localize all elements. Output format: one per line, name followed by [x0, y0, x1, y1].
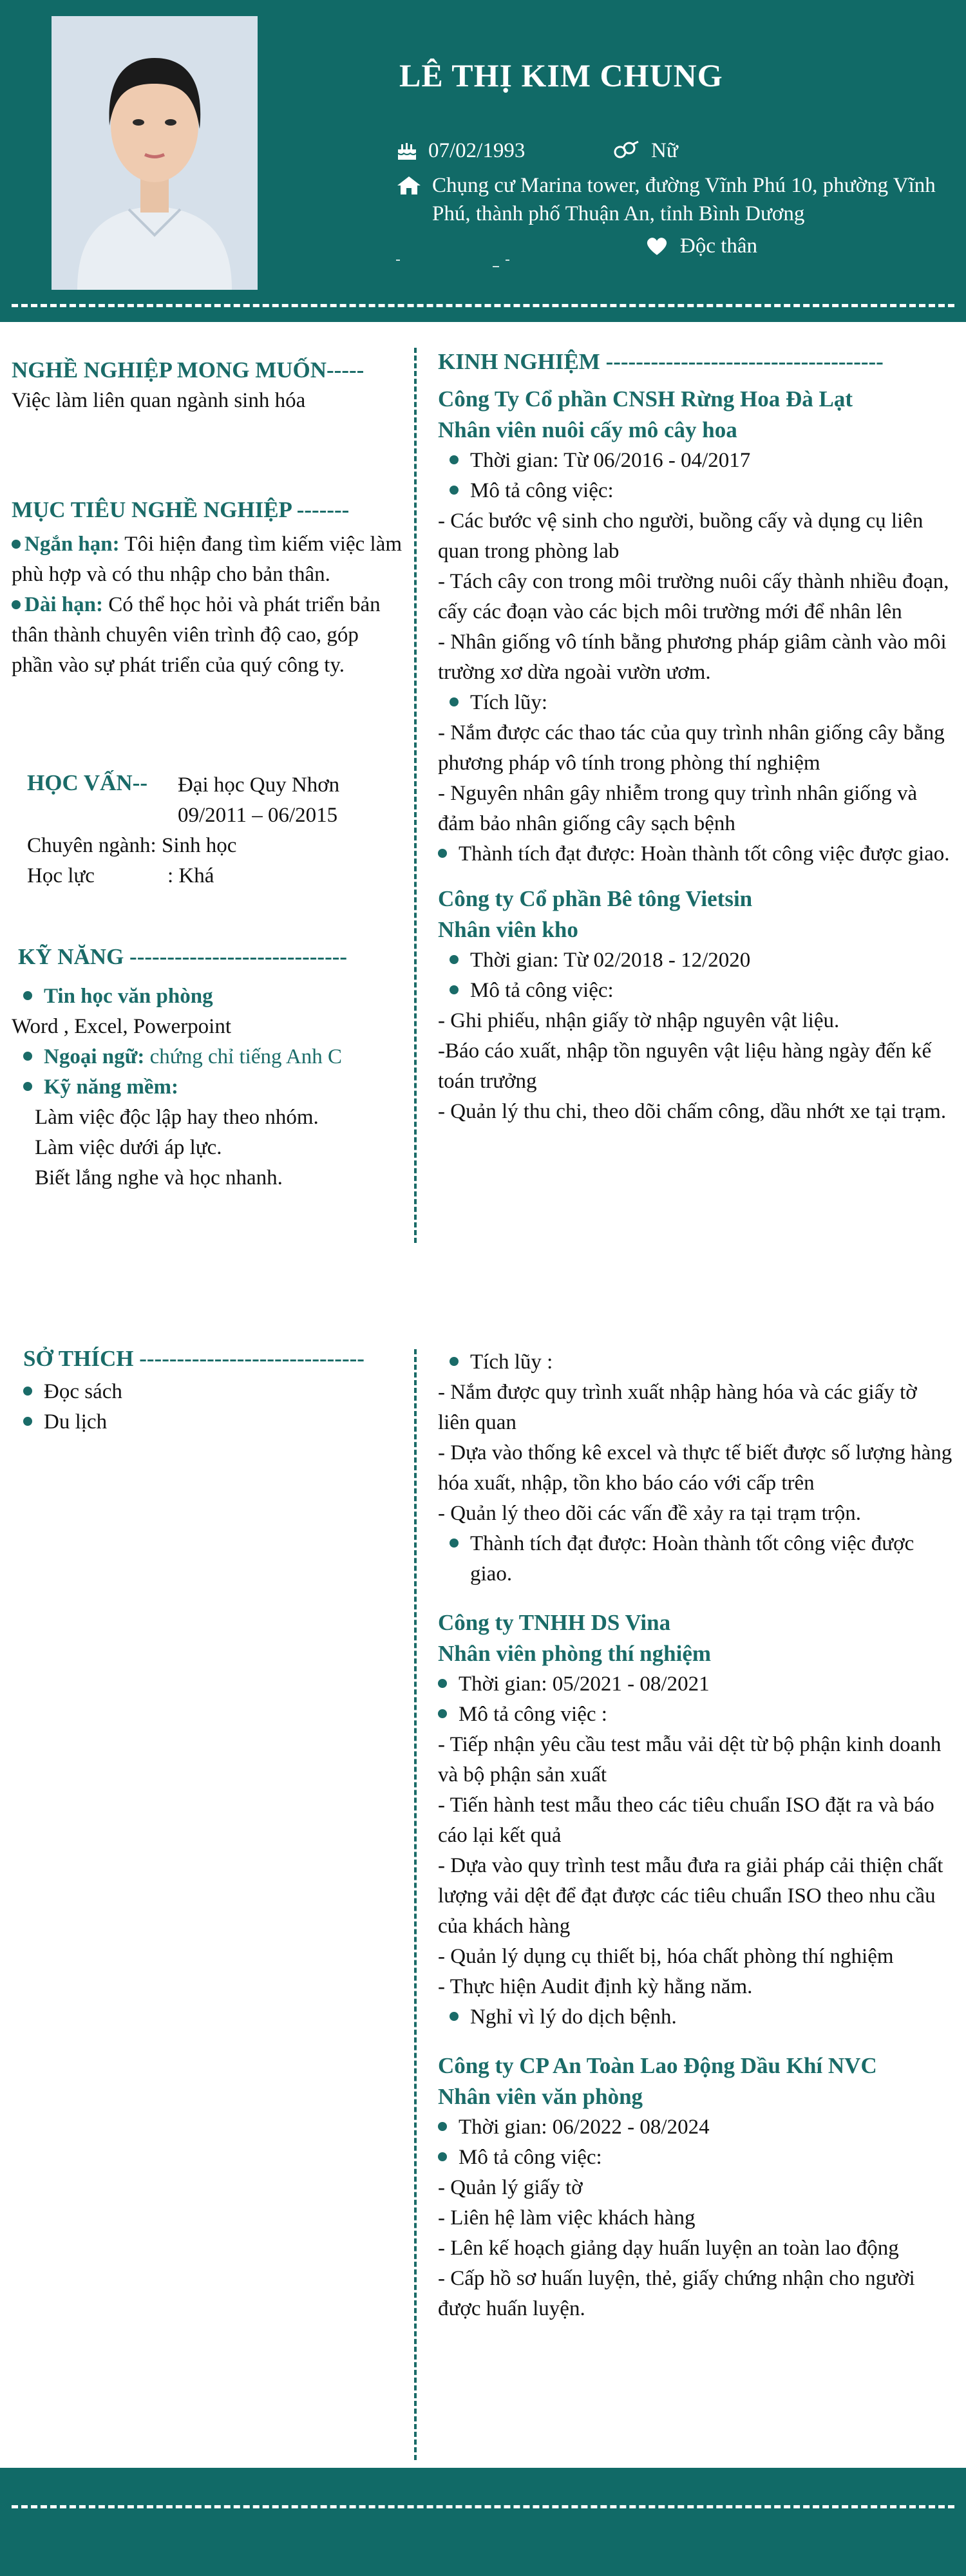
- bullet-dot: [12, 600, 21, 609]
- education-grade-label: Học lực: [27, 864, 95, 887]
- cv-footer: [0, 2468, 966, 2576]
- bullet-dot: [438, 2122, 447, 2131]
- objectives-section: [12, 497, 404, 681]
- education-period: 09/2011 – 06/2015: [178, 804, 338, 827]
- experience-title: KINH NGHIỆM -------------------------------------: [438, 349, 884, 374]
- job2-achieve-text: Thành tích đạt được: Hoàn thành tốt công việc được giao.: [470, 1532, 914, 1586]
- hobby-text: Đọc sách: [44, 1380, 122, 1403]
- job4-position: Nhân viên văn phòng: [438, 2084, 643, 2109]
- job-entry-4: [438, 2050, 953, 2324]
- job2-acc-label-text: Tích lũy :: [470, 1350, 553, 1374]
- job3-leave: [438, 2002, 953, 2032]
- bullet-dot: [450, 1539, 459, 1548]
- job1-acc-label: [438, 688, 953, 718]
- job2-company: Công ty Cổ phần Bê tông Vietsin: [438, 886, 753, 911]
- job2-position: Nhân viên kho: [438, 917, 578, 942]
- hobby-text: Du lịch: [44, 1410, 108, 1434]
- job1-position: Nhân viên nuôi cấy mô cây hoa: [438, 417, 737, 442]
- birthday-row: [396, 137, 525, 165]
- job2-desc-item: - Ghi phiếu, nhận giấy tờ nhập nguyên vật liệu.: [438, 1009, 840, 1032]
- job3-desc-label: [438, 1700, 953, 1730]
- objective-long: [12, 590, 404, 681]
- bullet-dot: [450, 1357, 459, 1366]
- skill-soft-label: Kỹ năng mềm:: [44, 1075, 178, 1099]
- hobbies-title: SỞ THÍCH ------------------------------: [23, 1346, 365, 1371]
- job1-acc-label-text: Tích lũy:: [470, 691, 548, 714]
- job1-time: [438, 446, 953, 476]
- job3-desc-item: - Tiến hành test mẫu theo các tiêu chuẩn ISO đặt ra và báo cáo lại kết quả: [438, 1794, 934, 1847]
- bullet-dot: [23, 1052, 32, 1061]
- gender-text: Nữ: [651, 139, 678, 162]
- bullet-dot: [438, 1679, 447, 1688]
- hobby-item: [12, 1407, 404, 1437]
- bullet-dot: [450, 985, 459, 994]
- job1-acc-item: - Nguyên nhân gây nhiễm trong quy trình nhân giống và đảm bảo nhân giống cây sạch bệnh: [438, 782, 918, 835]
- objective-long-text: Có thể học hỏi và phát triển bản thân thành chuyên viên trình độ cao, góp phần vào sự phát triển của quý công ty.: [12, 593, 381, 677]
- objective-short: [12, 529, 404, 590]
- job3-desc-label-text: Mô tả công việc :: [459, 1703, 607, 1726]
- job2-desc-label-text: Mô tả công việc:: [470, 979, 614, 1002]
- heart-icon: [644, 236, 670, 256]
- marital-text: Độc thân: [680, 234, 758, 258]
- job3-time: [438, 1669, 953, 1700]
- education-section: [12, 770, 404, 891]
- bullet-dot: [23, 1082, 32, 1091]
- bullet-dot: [438, 849, 447, 858]
- hobby-item: [12, 1377, 404, 1407]
- bullet-dot: [23, 1387, 32, 1396]
- column-divider-bottom: [414, 1349, 417, 2460]
- bullet-dot: [23, 991, 32, 1000]
- job1-desc-item: - Các bước vệ sinh cho người, buồng cấy và dụng cụ liên quan trong phòng lab: [438, 509, 923, 563]
- objective-short-label: Ngắn hạn:: [24, 533, 120, 556]
- job1-desc-label: [438, 476, 953, 506]
- job3-desc-item: - Dựa vào quy trình test mẫu đưa ra giải pháp cải thiện chất lượng vải dệt để đạt được các tiêu chuẩn ISO theo nhu cầu của khách hàng: [438, 1854, 943, 1938]
- job-entry-3: [438, 1607, 953, 2032]
- job4-desc-item: - Quản lý giấy tờ: [438, 2176, 583, 2199]
- job1-achieve: [438, 839, 953, 869]
- education-major-label: Chuyên ngành:: [27, 834, 156, 857]
- skills-title: KỸ NĂNG -----------------------------: [18, 944, 348, 969]
- job3-time-text: Thời gian: 05/2021 - 08/2021: [459, 1672, 710, 1696]
- job3-desc-item: - Thực hiện Audit định kỳ hằng năm.: [438, 1975, 753, 1998]
- soft-skill-item: Làm việc độc lập hay theo nhóm.: [35, 1106, 319, 1129]
- education-major-value: Sinh học: [161, 834, 237, 857]
- job1-desc-label-text: Mô tả công việc:: [470, 479, 614, 502]
- cake-icon: [396, 140, 418, 161]
- education-school: Đại học Quy Nhơn: [178, 773, 340, 797]
- address-row: [396, 171, 950, 228]
- experience-section: [438, 349, 953, 1127]
- job4-desc-item: - Cấp hồ sơ huấn luyện, thẻ, giấy chứng nhận cho người được huấn luyện.: [438, 2267, 915, 2320]
- job1-time-text: Thời gian: Từ 06/2016 - 04/2017: [470, 449, 751, 472]
- job2-achieve: [438, 1529, 953, 1589]
- education-major: [12, 831, 404, 861]
- bullet-dot: [450, 697, 459, 706]
- skills-section: [12, 944, 404, 1193]
- career-goal-text: Việc làm liên quan ngành sinh hóa: [12, 389, 306, 412]
- bullet-dot: [438, 1709, 447, 1718]
- job1-desc-item: - Nhân giống vô tính bằng phương pháp giâm cành vào môi trường xơ dừa ngoài vườn ươm.: [438, 630, 947, 684]
- career-goal-title: NGHỀ NGHIỆP MONG MUỐN-----: [12, 357, 365, 383]
- bullet-dot: [438, 2152, 447, 2161]
- job4-company: Công ty CP An Toàn Lao Động Dầu Khí NVC: [438, 2053, 877, 2078]
- soft-skill-item: Làm việc dưới áp lực.: [35, 1136, 222, 1159]
- hobbies-section: [12, 1346, 404, 1437]
- gender-icon: [609, 140, 641, 160]
- job4-time: [438, 2112, 953, 2143]
- job2-acc-item: - Nắm được quy trình xuất nhập hàng hóa và các giấy tờ liên quan: [438, 1381, 917, 1434]
- education-header: [12, 770, 404, 831]
- marital-row: [644, 232, 757, 260]
- candidate-name: LÊ THỊ KIM CHUNG: [399, 57, 723, 93]
- bullet-dot: [12, 540, 21, 549]
- objective-short-text: Tôi hiện đang tìm kiếm việc làm phù hợp và có thu nhập cho bản thân.: [12, 533, 402, 586]
- job4-desc-label-text: Mô tả công việc:: [459, 2146, 602, 2169]
- job2-time-text: Thời gian: Từ 02/2018 - 12/2020: [470, 949, 751, 972]
- cv-header: [0, 0, 966, 322]
- job3-company: Công ty TNHH DS Vina: [438, 1610, 671, 1635]
- skill-language-text: chứng chỉ tiếng Anh C: [149, 1045, 343, 1068]
- header-divider: [12, 304, 954, 307]
- skill-office: [12, 981, 404, 1012]
- job4-desc-label: [438, 2143, 953, 2173]
- job1-acc-item: - Nắm được các thao tác của quy trình nhân giống cây bằng phương pháp vô tính trong phòng thí nghiệm: [438, 721, 945, 775]
- experience-continued: [438, 1347, 953, 2324]
- objective-long-label: Dài hạn:: [24, 593, 103, 616]
- bullet-dot: [450, 455, 459, 464]
- job2-time: [438, 945, 953, 976]
- birthday-text: 07/02/1993: [428, 139, 526, 162]
- gender-row: [609, 137, 678, 165]
- job2-desc-item: - Quản lý thu chi, theo dõi chấm công, dầu nhớt xe tại trạm.: [438, 1100, 947, 1123]
- profile-photo: [52, 16, 258, 290]
- job2-desc-label: [438, 976, 953, 1006]
- job2-acc-item: - Dựa vào thống kê excel và thực tế biết được số lượng hàng hóa xuất, nhập, tồn kho báo cáo với cấp trên: [438, 1441, 952, 1495]
- job-entry-1: [438, 384, 953, 869]
- address-text: Chụng cư Marina tower, đường Vĩnh Phú 10, phường Vĩnh Phú, thành phố Thuận An, tỉnh Bình Dương: [432, 174, 936, 225]
- job4-desc-item: - Liên hệ làm việc khách hàng: [438, 2206, 696, 2230]
- education-grade-value: : Khá: [167, 864, 214, 887]
- footer-divider: [12, 2505, 954, 2508]
- bullet-dot: [450, 2012, 459, 2021]
- education-grade: [12, 861, 404, 891]
- job2-acc-label: [438, 1347, 953, 1378]
- bullet-dot: [450, 486, 459, 495]
- skill-language-label: Ngoại ngữ:: [44, 1045, 145, 1068]
- bullet-dot: [450, 955, 459, 964]
- home-icon: [396, 175, 422, 196]
- job1-achieve-text: Thành tích đạt được: Hoàn thành tốt công việc được giao.: [459, 842, 950, 866]
- job-entry-2: [438, 884, 953, 1127]
- education-school-block: [178, 770, 339, 831]
- job1-company: Công Ty Cổ phần CNSH Rừng Hoa Đà Lạt: [438, 386, 853, 412]
- career-goal-section: [12, 357, 404, 416]
- education-title: HỌC VẤN--: [27, 770, 147, 795]
- job3-desc-item: - Tiếp nhận yêu cầu test mẫu vải dệt từ bộ phận kinh doanh và bộ phận sản xuất: [438, 1733, 942, 1786]
- job3-position: Nhân viên phòng thí nghiệm: [438, 1641, 712, 1666]
- job4-time-text: Thời gian: 06/2022 - 08/2024: [459, 2116, 710, 2139]
- soft-skill-item: Biết lắng nghe và học nhanh.: [35, 1166, 283, 1189]
- skill-language: [12, 1042, 404, 1072]
- objectives-title: MỤC TIÊU NGHỀ NGHIỆP -------: [12, 497, 350, 522]
- skill-soft: [12, 1072, 404, 1103]
- bullet-dot: [23, 1417, 32, 1426]
- job4-desc-item: - Lên kế hoạch giảng dạy huấn luyện an toàn lao động: [438, 2237, 899, 2260]
- job3-leave-text: Nghỉ vì lý do dịch bệnh.: [470, 2005, 677, 2029]
- job2-acc-item: - Quản lý theo dõi các vấn đề xảy ra tại trạm trộn.: [438, 1502, 862, 1525]
- column-divider-top: [414, 348, 417, 1243]
- job2-desc-item: -Báo cáo xuất, nhập tồn nguyên vật liệu hàng ngày đến kế toán trưởng: [438, 1039, 932, 1093]
- job1-desc-item: - Tách cây con trong môi trường nuôi cấy thành nhiều đoạn, cấy các đoạn vào các bịch môi trường mới để nhân lên: [438, 570, 949, 623]
- skill-office-text: Word , Excel, Powerpoint: [12, 1015, 232, 1038]
- decorative-dashes: [396, 256, 589, 269]
- skill-office-label: Tin học văn phòng: [44, 985, 213, 1008]
- job3-desc-item: - Quản lý dụng cụ thiết bị, hóa chất phòng thí nghiệm: [438, 1945, 894, 1968]
